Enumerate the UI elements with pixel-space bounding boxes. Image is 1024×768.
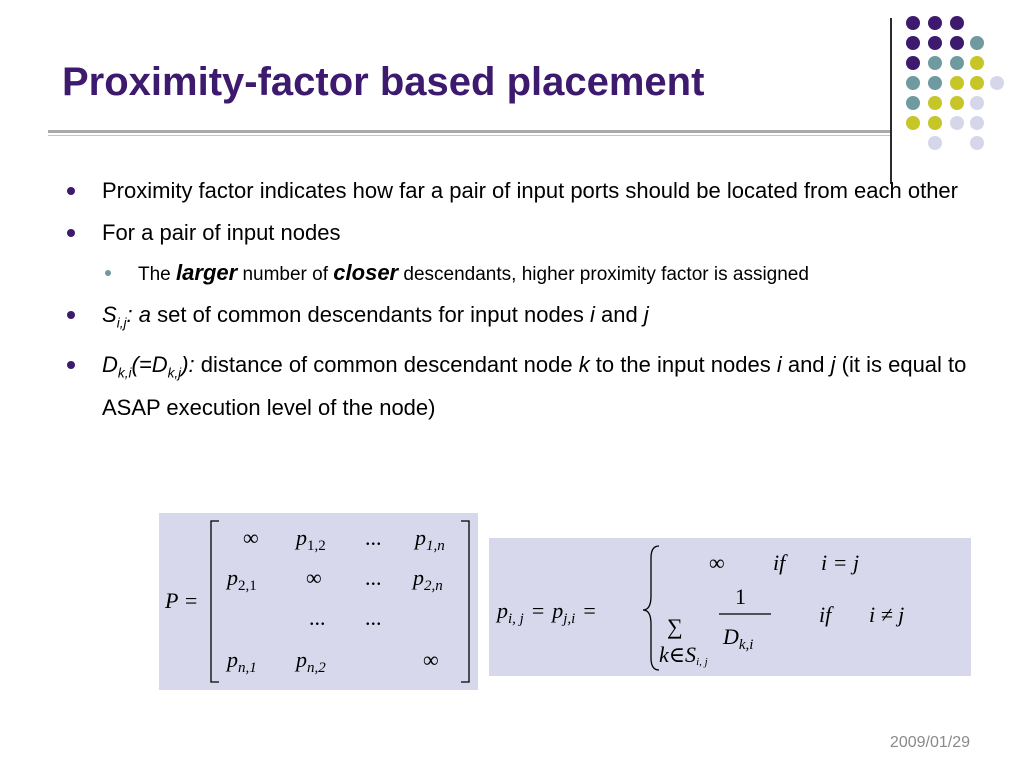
bullet-s-ij-definition: $S_{i,j}$: a set of common descendants for input nodes i and j xyxy=(64,298,984,340)
proximity-matrix xyxy=(159,513,478,690)
matrix-cell-2-3: ... xyxy=(365,565,382,590)
decorative-dot xyxy=(928,36,942,50)
matrix-cell-3-2: ... xyxy=(309,605,326,630)
decorative-dot xyxy=(970,136,984,150)
formula-case2-if: if xyxy=(819,602,832,627)
decorative-dot xyxy=(950,96,964,110)
matrix-cell-4-2: $p_{n,2}$ xyxy=(296,647,326,676)
bullet-proximity-factor: Proximity factor indicates how far a pair of input ports should be located from each other xyxy=(64,174,984,208)
sub-bullet-larger-closer: The larger number of closer descendants, higher proximity factor is assigned xyxy=(102,258,984,290)
decorative-dot xyxy=(928,76,942,90)
matrix-cell-4-4: ∞ xyxy=(423,647,439,672)
decorative-dot xyxy=(970,56,984,70)
decorative-dot xyxy=(928,16,942,30)
formula-case1-value: ∞ xyxy=(709,550,725,575)
matrix-right-bracket xyxy=(461,521,469,682)
proximity-formula xyxy=(489,538,971,676)
decorative-dot xyxy=(950,116,964,130)
slide-title: Proximity-factor based placement xyxy=(62,60,705,104)
formula-case2-cond: i ≠ j xyxy=(869,602,905,627)
decorative-dot xyxy=(928,56,942,70)
bullet-d-ki-definition: $D_{k,i}(=D_{k,j})$: distance of common descendant node k to the input nodes i and j (it is equal to ASAP execution level of the node) xyxy=(64,348,984,424)
decorative-dot xyxy=(906,76,920,90)
formula-denominator: $D_{k,i}$ xyxy=(723,624,754,653)
slide-date: 2009/01/29 xyxy=(889,734,970,751)
matrix-cell-2-1: $p_{2,1}$ xyxy=(227,565,257,594)
matrix-cell-1-3: ... xyxy=(365,525,382,550)
decorative-dot xyxy=(950,16,964,30)
formula-sum-index: k∈Si, j xyxy=(659,642,708,668)
decorative-dot-grid xyxy=(906,14,1006,164)
proximity-matrix-box xyxy=(159,513,478,690)
decorative-dot xyxy=(950,36,964,50)
decorative-dot xyxy=(928,96,942,110)
decorative-dot xyxy=(950,76,964,90)
decorative-dot xyxy=(950,56,964,70)
bullet-pair-input-nodes: For a pair of input nodes xyxy=(64,216,984,250)
formula-numerator: 1 xyxy=(735,584,746,609)
matrix-cell-1-2: $p_{1,2}$ xyxy=(296,525,326,554)
matrix-left-bracket xyxy=(211,521,219,682)
matrix-cell-4-1: $p_{n,1}$ xyxy=(227,647,257,676)
formula-left-brace xyxy=(643,546,659,670)
decorative-dot xyxy=(990,76,1004,90)
decorative-dot xyxy=(970,36,984,50)
decorative-dot xyxy=(928,116,942,130)
decorative-dot xyxy=(906,96,920,110)
matrix-cell-2-2: ∞ xyxy=(306,565,322,590)
decorative-dot xyxy=(906,36,920,50)
bullet-list xyxy=(64,174,984,433)
formula-case1-if: if xyxy=(773,550,786,575)
decorative-dot xyxy=(906,16,920,30)
proximity-formula-box xyxy=(489,538,971,676)
title-underline xyxy=(48,130,892,133)
formula-lhs: $p_{i, j} = p_{j,i}$ = xyxy=(497,598,596,627)
decorative-dot xyxy=(970,96,984,110)
formula-sum-sign: ∑ xyxy=(667,614,683,639)
decorative-dot xyxy=(906,56,920,70)
decorative-dot xyxy=(928,136,942,150)
matrix-cell-1-4: $p_{1,n}$ xyxy=(415,525,445,554)
decorative-dot xyxy=(970,76,984,90)
decorative-dot xyxy=(906,116,920,130)
decorative-dot xyxy=(970,116,984,130)
matrix-lhs: P = xyxy=(165,588,199,613)
formula-case1-cond: i = j xyxy=(821,550,860,575)
corner-vertical-line xyxy=(890,18,892,184)
matrix-cell-2-4: $p_{2,n}$ xyxy=(413,565,443,594)
matrix-cell-1-1: ∞ xyxy=(243,525,259,550)
matrix-cell-3-3: ... xyxy=(365,605,382,630)
title-underline-thin xyxy=(48,135,892,136)
